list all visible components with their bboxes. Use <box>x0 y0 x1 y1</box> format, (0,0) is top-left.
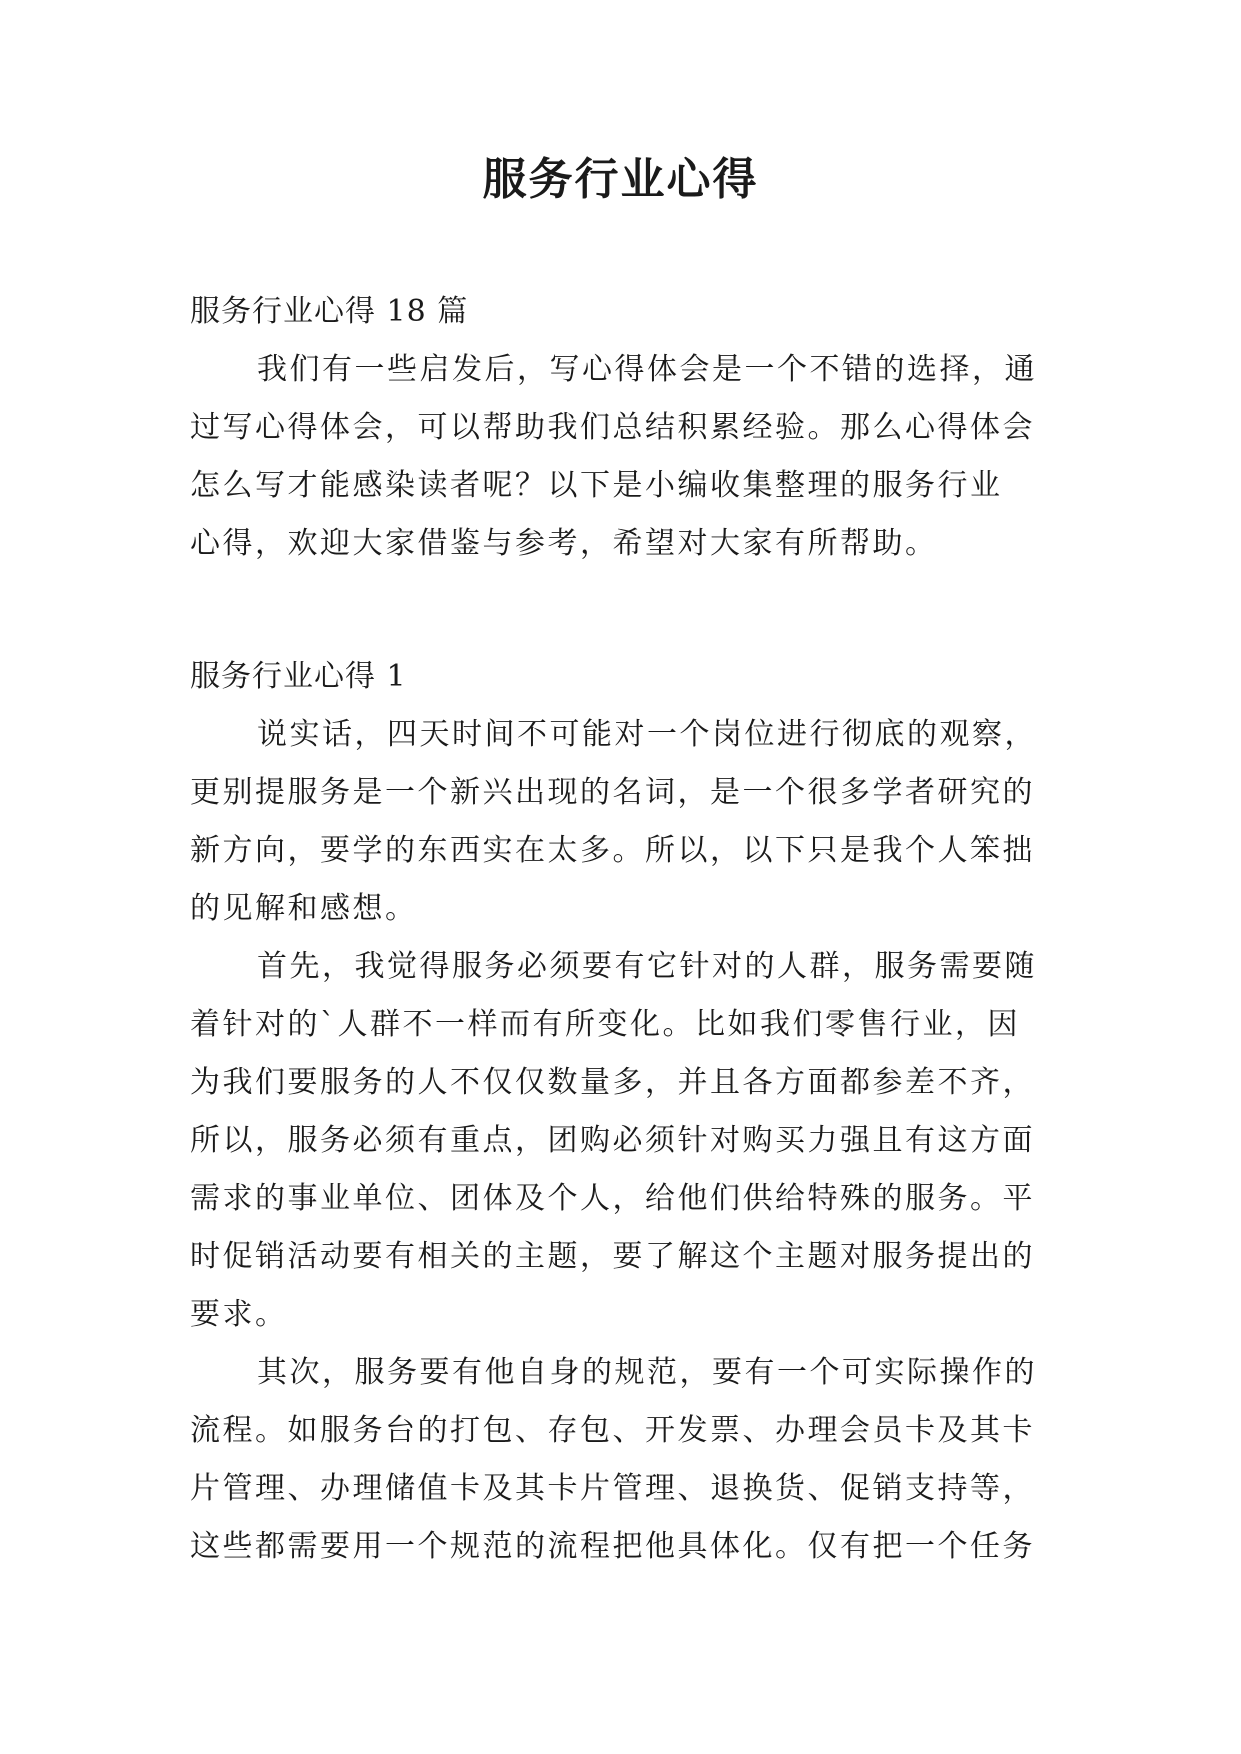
document-title: 服务行业心得 <box>482 154 759 205</box>
intro-line: 心得，欢迎大家借鉴与参考，希望对大家有所帮助。 <box>190 526 938 561</box>
paragraph-line: 时促销活动要有相关的主题，要了解这个主题对服务提出的 <box>190 1239 1035 1274</box>
paragraph-line: 更别提服务是一个新兴出现的名词，是一个很多学者研究的 <box>190 775 1035 810</box>
paragraph-line: 着针对的`人群不一样而有所变化。比如我们零售行业，因 <box>190 1007 1020 1042</box>
paragraph-line: 所以，服务必须有重点，团购必须针对购买力强且有这方面 <box>190 1123 1035 1158</box>
paragraph-line: 为我们要服务的人不仅仅数量多，并且各方面都参差不齐， <box>190 1065 1035 1100</box>
paragraph-line: 要求。 <box>190 1297 288 1332</box>
paragraph-line: 首先，我觉得服务必须要有它针对的人群，服务需要随 <box>257 949 1037 984</box>
paragraph-line: 需求的事业单位、团体及个人，给他们供给特殊的服务。平 <box>190 1181 1035 1216</box>
intro-heading: 服务行业心得 18 篇 <box>190 294 469 329</box>
intro-line: 我们有一些启发后，写心得体会是一个不错的选择，通 <box>257 352 1037 387</box>
paragraph-line: 片管理、办理储值卡及其卡片管理、退换货、促销支持等， <box>190 1471 1035 1506</box>
section-gap <box>190 573 1070 648</box>
intro-line: 怎么写才能感染读者呢？以下是小编收集整理的服务行业 <box>190 468 1003 503</box>
intro-line: 过写心得体会，可以帮助我们总结积累经验。那么心得体会 <box>190 410 1035 445</box>
paragraph-line: 新方向，要学的东西实在太多。所以，以下只是我个人笨拙 <box>190 833 1035 868</box>
document-body <box>190 283 1070 1576</box>
paragraph-line: 其次，服务要有他自身的规范，要有一个可实际操作的 <box>257 1355 1037 1390</box>
paragraph-line: 说实话，四天时间不可能对一个岗位进行彻底的观察， <box>257 717 1037 752</box>
paragraph-line: 流程。如服务台的打包、存包、开发票、办理会员卡及其卡 <box>190 1413 1035 1448</box>
paragraph-line: 的见解和感想。 <box>190 891 418 926</box>
paragraph-line: 这些都需要用一个规范的流程把他具体化。仅有把一个任务 <box>190 1529 1035 1564</box>
section-heading: 服务行业心得 1 <box>190 659 407 694</box>
